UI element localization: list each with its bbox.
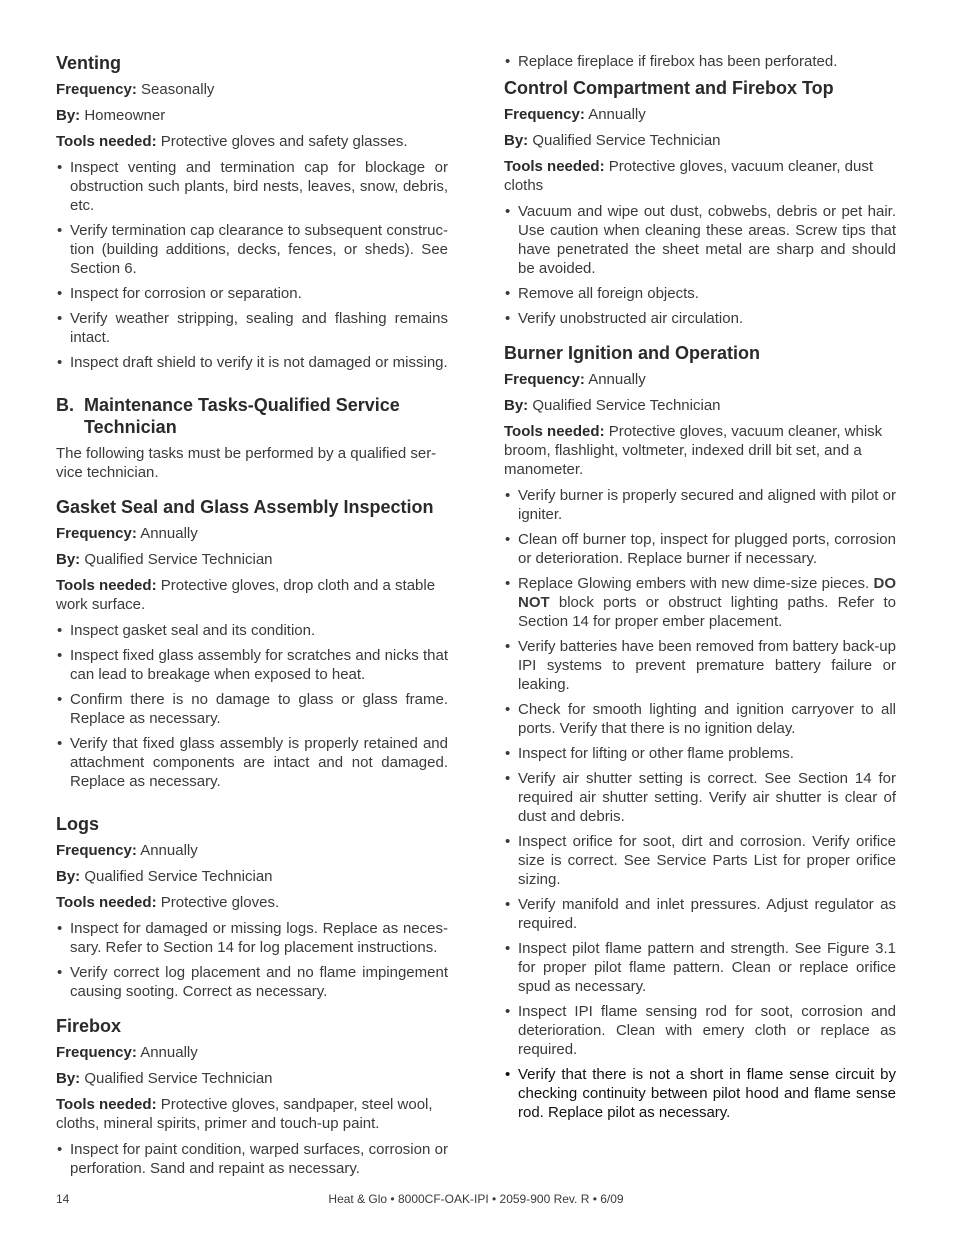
list-item: • Inspect gasket seal and its condition.	[56, 621, 448, 640]
list-item: • Confirm there is no damage to glass or glass frame. Replace as necessary.	[56, 690, 448, 728]
venting-list	[56, 158, 448, 372]
list-item: • Verify unobstructed air circulation.	[504, 309, 896, 328]
venting-tools: Tools needed: Protective gloves and safety glasses.	[56, 133, 408, 150]
control-heading: Control Compartment and Firebox Top	[504, 78, 834, 98]
firebox-tools: Tools needed: Protective gloves, sandpaper, steel wool, cloths, mineral spirits, primer and touch-up paint.	[56, 1096, 433, 1132]
list-item: • Inspect IPI flame sensing rod for soot, corrosion and deterioration. Clean with emery cloth or replace as required.	[504, 1002, 896, 1059]
control-frequency: Frequency: Annually	[504, 106, 646, 123]
logs-by: By: Qualified Service Technician	[56, 868, 273, 885]
list-item: • Verify air shutter setting is correct. See Section 14 for required air shutter setting. Verify air shutter is clear of dust and debris.	[504, 769, 896, 826]
list-item: • Replace Glowing embers with new dime-size pieces. DO NOT block ports or obstruct lighting paths. Refer to Section 14 for proper ember placement.	[504, 574, 896, 631]
control-tools: Tools needed: Protective gloves, vacuum cleaner, dust cloths	[504, 158, 874, 194]
logs-heading: Logs	[56, 814, 99, 834]
section-b-heading	[56, 394, 448, 438]
gasket-frequency: Frequency: Annually	[56, 525, 198, 542]
venting-heading: Venting	[56, 53, 122, 73]
list-item: • Verify burner is properly secured and aligned with pilot or igniter.	[504, 486, 896, 524]
list-item: • Inspect fixed glass assembly for scratches and nicks that can lead to breakage when exposed to heat.	[56, 646, 448, 684]
section-b-intro: The following tasks must be performed by a qualified ser-vice technician.	[56, 445, 437, 481]
burner-by: By: Qualified Service Technician	[504, 397, 721, 414]
venting-by: By: Homeowner	[56, 107, 166, 124]
list-item: • Verify that there is not a short in flame sense circuit by checking continuity between pilot hood and flame sense rod. Replace pilot as necessary.	[504, 1065, 896, 1122]
gasket-heading: Gasket Seal and Glass Assembly Inspection	[56, 497, 434, 517]
gasket-list	[56, 621, 448, 791]
list-item: • Verify manifold and inlet pressures. Adjust regulator as required.	[504, 895, 896, 933]
firebox-list	[56, 1140, 448, 1178]
control-list	[504, 202, 896, 328]
list-item: • Inspect for corrosion or separation.	[56, 284, 448, 303]
firebox-by: By: Qualified Service Technician	[56, 1070, 273, 1087]
venting-frequency: Frequency: Seasonally	[56, 81, 215, 98]
warning-emphasis: DO NOT	[518, 575, 896, 611]
list-item: • Verify batteries have been removed from battery back-up IPI systems to prevent premature battery failure or leaking.	[504, 637, 896, 694]
list-item: • Remove all foreign objects.	[504, 284, 896, 303]
burner-list	[504, 486, 896, 1122]
firebox-heading: Firebox	[56, 1016, 122, 1036]
list-item: • Inspect pilot flame pattern and strength. See Figure 3.1 for proper pilot flame pattern. Clean or replace orifice spud as necessary.	[504, 939, 896, 996]
list-item: • Inspect for paint condition, warped surfaces, corrosion or perforation. Sand and repaint as necessary.	[56, 1140, 448, 1178]
logs-list	[56, 919, 448, 1001]
logs-frequency: Frequency: Annually	[56, 842, 198, 859]
footer-text: Heat & Glo • 8000CF-OAK-IPI • 2059-900 Rev. R • 6/09	[328, 1192, 624, 1206]
left-column	[56, 52, 448, 1184]
list-item: • Inspect for lifting or other flame problems.	[504, 744, 896, 763]
page-number: 14	[56, 1192, 70, 1206]
page-footer	[56, 1192, 896, 1208]
list-item: • Verify termination cap clearance to subsequent construc-tion (building additions, decks, fences, or sheds). See Section 6.	[56, 221, 448, 278]
firebox-frequency: Frequency: Annually	[56, 1044, 198, 1061]
list-item: • Vacuum and wipe out dust, cobwebs, debris or pet hair. Use caution when cleaning these areas. Screw tips that have penetrated the sheet metal are sharp and should be avoided.	[504, 202, 896, 278]
firebox-list-continued	[504, 52, 896, 71]
logs-tools: Tools needed: Protective gloves.	[56, 894, 280, 911]
list-item: • Inspect draft shield to verify it is not damaged or missing.	[56, 353, 448, 372]
burner-heading: Burner Ignition and Operation	[504, 343, 760, 363]
right-column	[504, 52, 896, 1128]
control-by: By: Qualified Service Technician	[504, 132, 721, 149]
list-item: • Inspect orifice for soot, dirt and corrosion. Verify orifice size is correct. See Service Parts List for proper orifice sizing.	[504, 832, 896, 889]
gasket-by: By: Qualified Service Technician	[56, 551, 273, 568]
burner-tools: Tools needed: Protective gloves, vacuum cleaner, whisk broom, flashlight, voltmeter, indexed drill bit set, and a manometer.	[504, 423, 883, 478]
list-item: • Check for smooth lighting and ignition carryover to all ports. Verify that there is no ignition delay.	[504, 700, 896, 738]
list-item: • Verify correct log placement and no flame impingement causing sooting. Correct as necessary.	[56, 963, 448, 1001]
list-item: • Clean off burner top, inspect for plugged ports, corrosion or deterioration. Replace burner if necessary.	[504, 530, 896, 568]
section-b-letter: B.	[56, 395, 74, 415]
list-item: • Inspect for damaged or missing logs. Replace as neces-sary. Refer to Section 14 for log placement instructions.	[56, 919, 448, 957]
list-item: • Replace fireplace if firebox has been perforated.	[504, 52, 896, 71]
gasket-tools: Tools needed: Protective gloves, drop cloth and a stable work surface.	[56, 577, 436, 613]
list-item: • Verify that fixed glass assembly is properly retained and attachment components are intact and not damaged. Replace as necessary.	[56, 734, 448, 791]
list-item: • Inspect venting and termination cap for blockage or obstruction such plants, bird nests, leaves, snow, debris, etc.	[56, 158, 448, 215]
burner-frequency: Frequency: Annually	[504, 371, 646, 388]
section-b-title: Maintenance Tasks-Qualified Service Technician	[84, 395, 400, 437]
list-item: • Verify weather stripping, sealing and flashing remains intact.	[56, 309, 448, 347]
